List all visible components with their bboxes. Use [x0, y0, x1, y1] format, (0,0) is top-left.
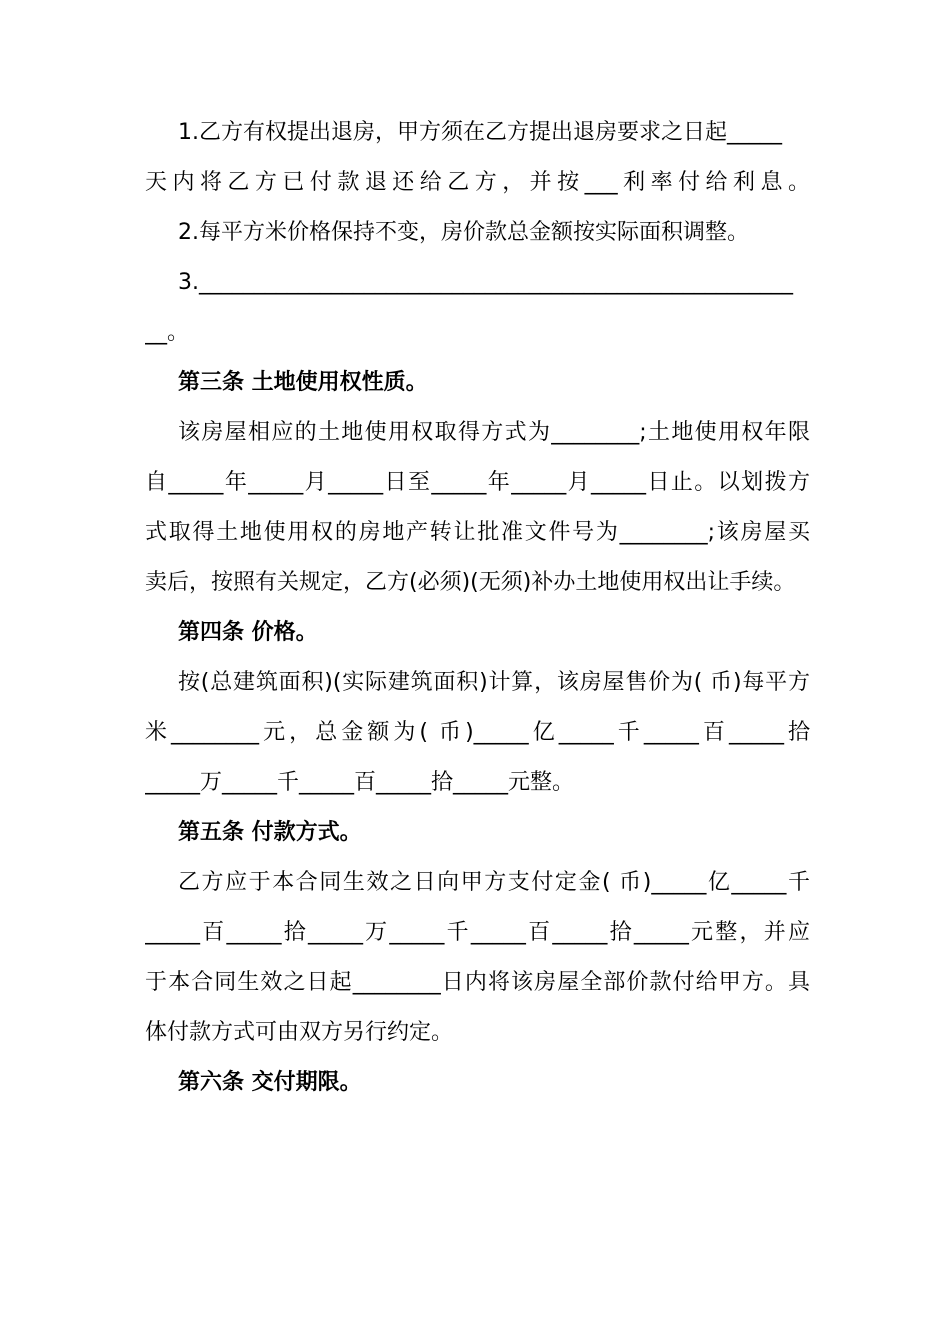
- text-line: _____百_____拾_____万_____千_____百_____拾_____元整，并应: [145, 920, 810, 945]
- text-line: 该房屋相应的土地使用权取得方式为________;土地使用权年限: [178, 420, 810, 445]
- text-line: __。: [145, 320, 190, 345]
- section-heading: 第四条 价格。: [178, 620, 318, 645]
- section-heading: 第六条 交付期限。: [178, 1070, 362, 1095]
- text-line: 自_____年_____月_____日至_____年_____月_____日止。以划拨方: [145, 470, 810, 495]
- text-line: 米________元，总金额为( 币)_____亿_____千_____百_____拾: [145, 720, 810, 745]
- text-line: 式取得土地使用权的房地产转让批准文件号为________;该房屋买: [145, 520, 810, 545]
- text-line: 按(总建筑面积)(实际建筑面积)计算，该房屋售价为( 币)每平方: [178, 670, 810, 695]
- text-line: 2.每平方米价格保持不变，房价款总金额按实际面积调整。: [178, 220, 749, 245]
- text-line: 天内将乙方已付款退还给乙方，并按___利率付给利息。: [145, 170, 810, 195]
- section-heading: 第三条 土地使用权性质。: [178, 370, 428, 395]
- text-line: 1.乙方有权提出退房，甲方须在乙方提出退房要求之日起_____: [178, 120, 782, 145]
- text-line: 卖后，按照有关规定，乙方(必须)(无须)补办土地使用权出让手续。: [145, 570, 796, 595]
- text-line: 于本合同生效之日起________日内将该房屋全部价款付给甲方。具: [145, 970, 810, 995]
- text-line: 乙方应于本合同生效之日向甲方支付定金( 币)_____亿_____千: [178, 870, 810, 895]
- section-heading: 第五条 付款方式。: [178, 820, 362, 845]
- text-line: 体付款方式可由双方另行约定。: [145, 1020, 454, 1045]
- text-line: 3.______________________________________________________: [178, 270, 793, 295]
- text-line: _____万_____千_____百_____拾_____元整。: [145, 770, 575, 795]
